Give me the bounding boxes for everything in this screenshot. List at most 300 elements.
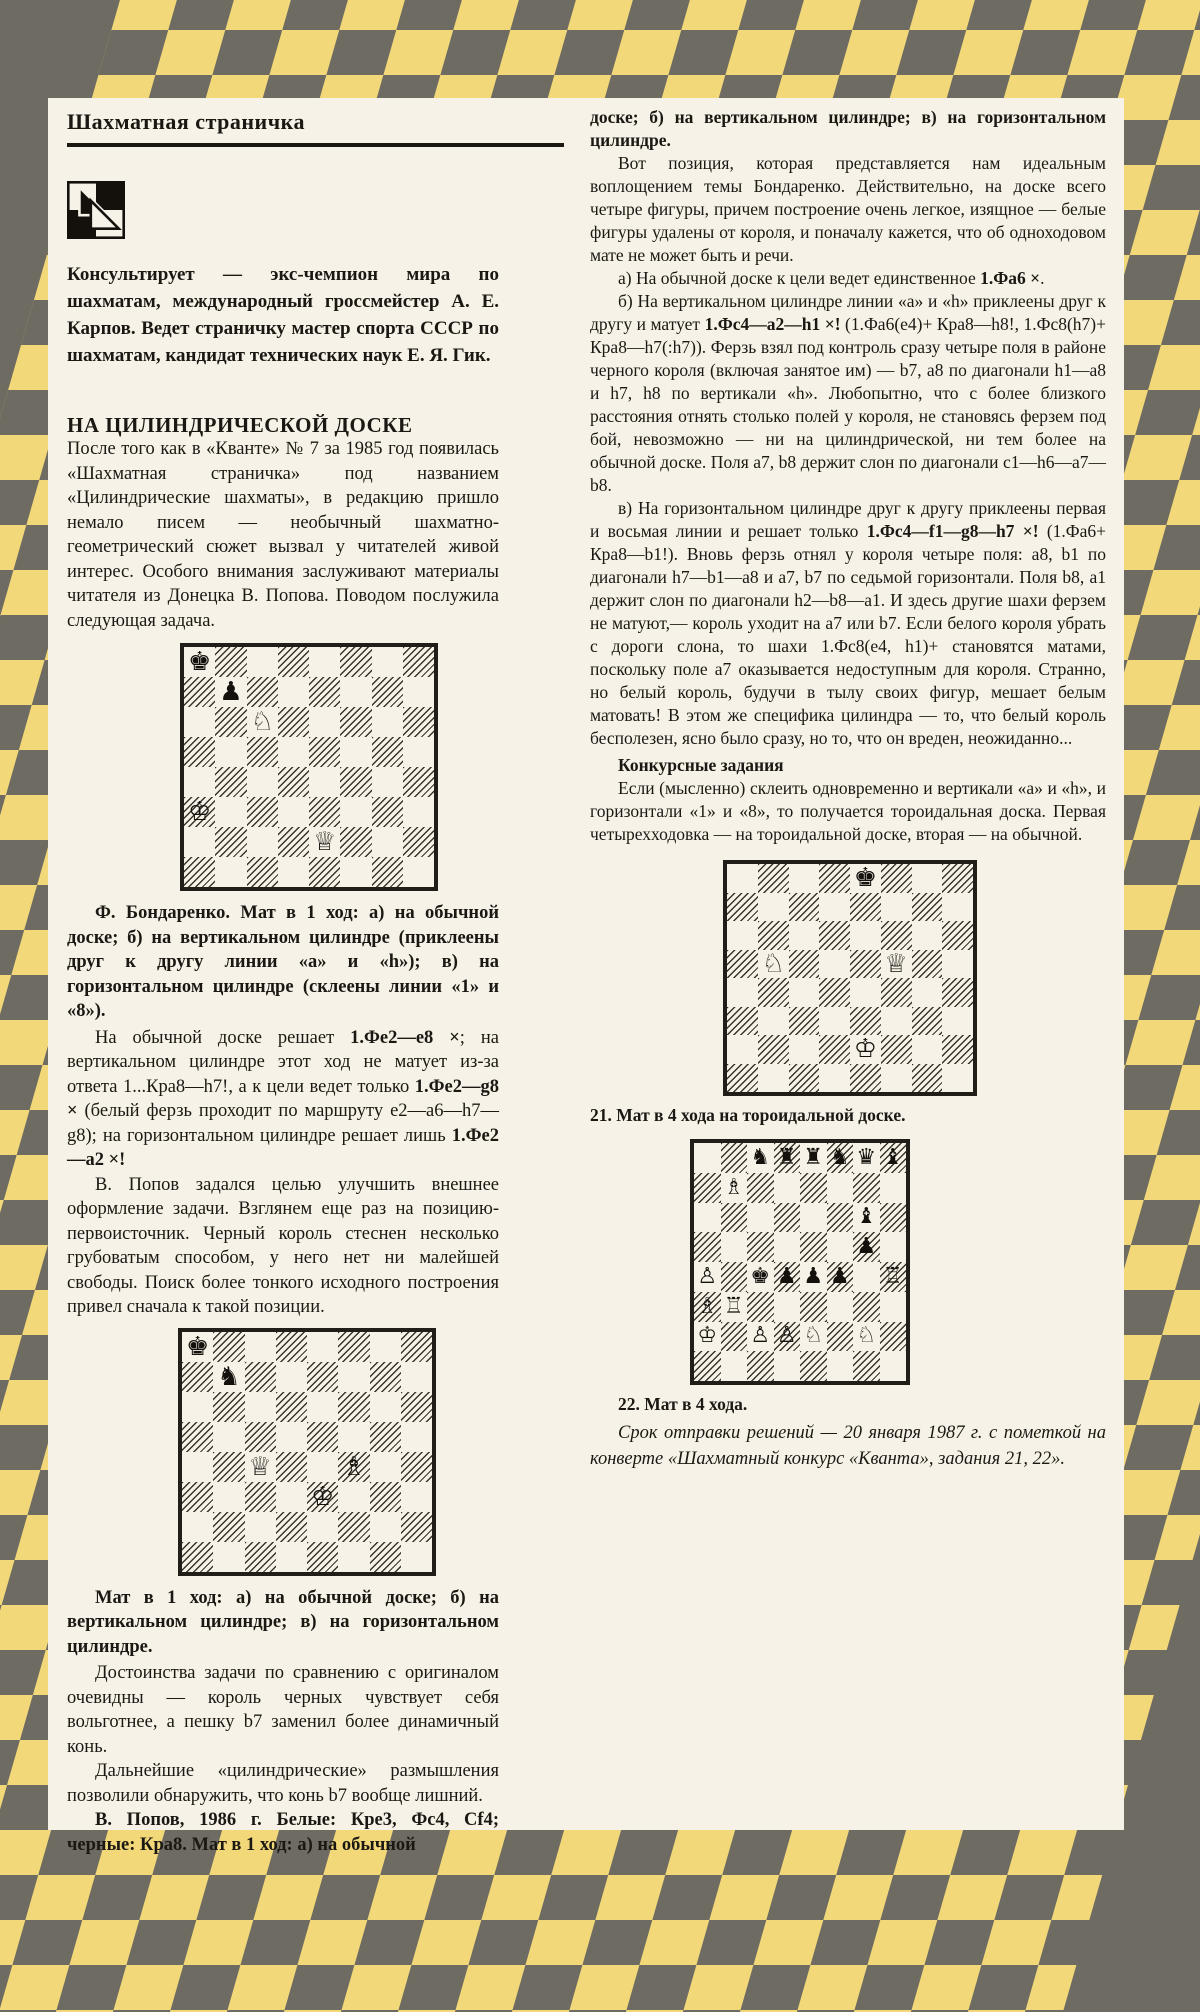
square-a3: [694, 1292, 721, 1322]
piece-wK-a2: ♔: [697, 1323, 718, 1349]
square-c4: [245, 1452, 276, 1482]
square-g7: [370, 1362, 401, 1392]
square-g4: [370, 1452, 401, 1482]
piece-bK-c4: ♚: [750, 1263, 771, 1289]
square-h6: [942, 921, 973, 950]
piece-bP-f4: ♟: [829, 1263, 850, 1289]
square-b3: [215, 797, 246, 827]
square-a5: [727, 950, 758, 979]
square-c6: [789, 921, 820, 950]
square-h2: [942, 1035, 973, 1064]
piece-bP-e4: ♟: [803, 1263, 824, 1289]
square-e3: [850, 1007, 881, 1036]
square-c2: [245, 1512, 276, 1542]
piece-bB-h8: ♝: [882, 1144, 903, 1170]
square-c8: [789, 864, 820, 893]
piece-wQ-c4: ♕: [248, 1451, 272, 1482]
square-f1: [340, 857, 371, 887]
square-b2: [758, 1035, 789, 1064]
magazine-page: [48, 98, 1124, 1855]
square-c7: [789, 893, 820, 922]
square-g5: [912, 950, 943, 979]
square-f8: [340, 647, 371, 677]
piece-bN-f8: ♞: [829, 1144, 850, 1170]
square-c5: [789, 950, 820, 979]
square-b1: [758, 1064, 789, 1093]
square-c6: [747, 1203, 774, 1233]
square-e2: [800, 1322, 827, 1352]
square-f5: [881, 950, 912, 979]
square-d1: [774, 1351, 801, 1381]
square-b2: [213, 1512, 244, 1542]
square-a6: [727, 921, 758, 950]
square-b8: [213, 1332, 244, 1362]
square-h3: [403, 797, 434, 827]
square-b8: [758, 864, 789, 893]
square-g2: [372, 827, 403, 857]
chess-diagram-problem-21: [723, 860, 977, 1096]
square-e6: [800, 1203, 827, 1233]
square-h5: [401, 1422, 432, 1452]
piece-bP-d4: ♟: [776, 1263, 797, 1289]
square-f4: [338, 1452, 369, 1482]
square-h6: [403, 707, 434, 737]
square-d5: [774, 1232, 801, 1262]
square-f4: [881, 978, 912, 1007]
square-f2: [338, 1512, 369, 1542]
paragraph-popov-goal: В. Попов задался целью улучшить внешнее оформление задачи. Взглянем еще раз на позицию-первоисточник. Черный король стеснен несколько грубоватым способом, у него нет ни малейшей свободы. Поиск более тонкого исходного построения привел сначала к такой позиции.: [67, 1174, 499, 1317]
square-f6: [881, 921, 912, 950]
square-f7: [827, 1173, 854, 1203]
square-b4: [215, 767, 246, 797]
square-d2: [276, 1512, 307, 1542]
paragraph-solution-original: На обычной доске решает 1.Фе2—е8 ×; на вертикальном цилиндре этот ход не матует из-за ответа 1...Кра8—h7!, а к цели ведет только 1.Фе2—g8 × (белый ферзь проходит по маршруту е2—а6—h7—g8); на горизонтальном цилиндре решает лишь 1.Фе2—а2 ×!: [67, 1027, 499, 1170]
square-b5: [758, 950, 789, 979]
square-b4: [721, 1262, 748, 1292]
square-g2: [370, 1512, 401, 1542]
square-a3: [184, 797, 215, 827]
square-e1: [800, 1351, 827, 1381]
square-g3: [370, 1482, 401, 1512]
square-b7: [721, 1173, 748, 1203]
square-b8: [215, 647, 246, 677]
submission-deadline-note: Срок отправки решений — 20 января 1987 г. с пометкой на конверте «Шахматный конкурс «Кванта», задания 21, 22».: [590, 1423, 1106, 1469]
square-e6: [307, 1392, 338, 1422]
square-f8: [881, 864, 912, 893]
square-a8: [184, 647, 215, 677]
square-d7: [819, 893, 850, 922]
piece-wP-c2: ♙: [750, 1323, 771, 1349]
square-c1: [247, 857, 278, 887]
square-g8: [912, 864, 943, 893]
diagram1-caption: Ф. Бондаренко. Мат в 1 ход: а) на обычной доске; б) на вертикальном цилиндре (приклеены друг к другу линии «а» и «h»); в) на горизонтальном цилиндре (склеены линии «1» и «8»).: [67, 903, 499, 1021]
square-e5: [309, 737, 340, 767]
consultant-credit: Консультирует — экс-чемпион мира по шахматам, международный гроссмейстер А. Е. Карпов. Ведет страничку мастер спорта СССР по шахматам, кандидат технических наук Е. Я. Гик.: [67, 263, 499, 366]
square-a8: [727, 864, 758, 893]
square-f8: [338, 1332, 369, 1362]
square-e1: [307, 1542, 338, 1572]
square-a6: [182, 1392, 213, 1422]
square-b1: [721, 1351, 748, 1381]
square-g8: [370, 1332, 401, 1362]
square-e2: [850, 1035, 881, 1064]
square-c8: [247, 647, 278, 677]
square-f7: [881, 893, 912, 922]
square-e4: [309, 767, 340, 797]
square-c1: [789, 1064, 820, 1093]
square-b5: [215, 737, 246, 767]
square-d2: [819, 1035, 850, 1064]
piece-wK-a3: ♔: [187, 797, 212, 827]
square-e8: [307, 1332, 338, 1362]
square-h7: [403, 677, 434, 707]
square-d6: [278, 707, 309, 737]
square-d5: [819, 950, 850, 979]
square-f5: [338, 1422, 369, 1452]
square-c6: [245, 1392, 276, 1422]
piece-bR-d8: ♜: [776, 1144, 797, 1170]
square-e8: [800, 1143, 827, 1173]
paragraph-intro: После того как в «Кванте» № 7 за 1985 год появилась «Шахматная страничка» под названием «Цилиндрические шахматы», в редакцию пришло немало писем — необычный шахматно-геометрический сюжет вызвал у читателей живой интерес. Особого внимания заслуживают материалы читателя из Донецка В. Попова. Поводом послужила следующая задача.: [67, 439, 499, 631]
square-e5: [307, 1422, 338, 1452]
left-column: [67, 106, 499, 1857]
contest-subheading: Конкурсные задания: [618, 755, 784, 775]
square-d7: [278, 677, 309, 707]
square-b7: [758, 893, 789, 922]
square-c4: [789, 978, 820, 1007]
square-h4: [942, 978, 973, 1007]
square-b3: [721, 1292, 748, 1322]
square-c2: [789, 1035, 820, 1064]
square-d1: [819, 1064, 850, 1093]
square-a7: [727, 893, 758, 922]
square-f1: [338, 1542, 369, 1572]
square-c5: [247, 737, 278, 767]
square-a3: [727, 1007, 758, 1036]
square-g1: [853, 1351, 880, 1381]
square-c7: [247, 677, 278, 707]
square-c3: [789, 1007, 820, 1036]
square-b1: [215, 857, 246, 887]
piece-wN-g2: ♘: [856, 1323, 877, 1349]
square-d6: [774, 1203, 801, 1233]
square-g5: [372, 737, 403, 767]
square-h6: [880, 1203, 907, 1233]
piece-bN-b7: ♞: [217, 1361, 241, 1392]
square-a2: [184, 827, 215, 857]
square-c8: [747, 1143, 774, 1173]
chess-flags-logo-icon: [67, 181, 125, 239]
square-g3: [853, 1292, 880, 1322]
square-e8: [850, 864, 881, 893]
square-b1: [213, 1542, 244, 1572]
square-e7: [309, 677, 340, 707]
square-a5: [184, 737, 215, 767]
piece-bP-g5: ♟: [856, 1234, 877, 1260]
square-d3: [276, 1482, 307, 1512]
square-c2: [247, 827, 278, 857]
square-d2: [774, 1322, 801, 1352]
square-e1: [850, 1064, 881, 1093]
square-f2: [881, 1035, 912, 1064]
square-g2: [853, 1322, 880, 1352]
square-f4: [827, 1262, 854, 1292]
square-c5: [245, 1422, 276, 1452]
square-b3: [758, 1007, 789, 1036]
square-b5: [213, 1422, 244, 1452]
square-b6: [215, 707, 246, 737]
square-a8: [694, 1143, 721, 1173]
piece-bK-e8: ♚: [853, 864, 878, 893]
square-d4: [774, 1262, 801, 1292]
square-d5: [276, 1422, 307, 1452]
section-title: НА ЦИЛИНДРИЧЕСКОЙ ДОСКЕ: [67, 412, 413, 437]
square-d2: [278, 827, 309, 857]
square-g8: [853, 1143, 880, 1173]
square-c6: [247, 707, 278, 737]
square-d6: [276, 1392, 307, 1422]
square-h2: [401, 1512, 432, 1542]
square-f8: [827, 1143, 854, 1173]
square-h3: [880, 1292, 907, 1322]
square-b8: [721, 1143, 748, 1173]
piece-bQ-g8: ♛: [856, 1144, 877, 1170]
square-f7: [340, 677, 371, 707]
square-a7: [694, 1173, 721, 1203]
square-g5: [853, 1232, 880, 1262]
square-e5: [800, 1232, 827, 1262]
piece-bR-e8: ♜: [803, 1144, 824, 1170]
page-title: Шахматная страничка: [67, 109, 305, 134]
square-c3: [747, 1292, 774, 1322]
square-a2: [182, 1512, 213, 1542]
square-f5: [340, 737, 371, 767]
piece-wB-b7: ♗: [723, 1174, 744, 1200]
square-e1: [309, 857, 340, 887]
square-f3: [338, 1482, 369, 1512]
square-f7: [338, 1362, 369, 1392]
square-f5: [827, 1232, 854, 1262]
square-b6: [758, 921, 789, 950]
piece-wN-b5: ♘: [761, 949, 785, 978]
piece-wK-e3: ♔: [310, 1481, 335, 1512]
caption-problem-21: 21. Мат в 4 хода на тороидальной доске.: [590, 1105, 906, 1125]
square-f2: [340, 827, 371, 857]
square-h7: [942, 893, 973, 922]
square-d3: [278, 797, 309, 827]
square-e7: [307, 1362, 338, 1392]
square-a8: [182, 1332, 213, 1362]
square-b4: [213, 1452, 244, 1482]
square-h2: [880, 1322, 907, 1352]
paragraph-contest-intro: Если (мысленно) склеить одновременно и вертикали «а» и «h», и горизонтали «1» и «8», то получается тороидальная доска. Первая четырехходовка — на тороидальной доске, вторая — на обычной.: [590, 778, 1106, 844]
square-a4: [184, 767, 215, 797]
square-c8: [245, 1332, 276, 1362]
square-e7: [800, 1173, 827, 1203]
square-g4: [912, 978, 943, 1007]
square-h8: [401, 1332, 432, 1362]
square-g1: [370, 1542, 401, 1572]
square-g7: [912, 893, 943, 922]
square-f1: [827, 1351, 854, 1381]
square-e8: [309, 647, 340, 677]
square-a6: [184, 707, 215, 737]
square-g5: [370, 1422, 401, 1452]
square-e3: [800, 1292, 827, 1322]
square-h2: [403, 827, 434, 857]
right-column: [590, 106, 1106, 1472]
square-b7: [213, 1362, 244, 1392]
square-g1: [912, 1064, 943, 1093]
square-b2: [215, 827, 246, 857]
square-b4: [758, 978, 789, 1007]
square-f4: [340, 767, 371, 797]
square-h6: [401, 1392, 432, 1422]
square-d4: [276, 1452, 307, 1482]
square-d3: [819, 1007, 850, 1036]
square-h4: [403, 767, 434, 797]
paragraph-case-v: в) На горизонтальном цилиндре друг к другу приклеены первая и восьмая линии и решает только 1.Фс4—f1—g8—h7 ×! (1.Фа6+ Кра8—b1!). Вновь ферзь отнял у короля четыре поля: а8, b1 по диагонали h7—b1—а8 и а7, b7 по седьмой горизонтали. Поля b8, а1 держит слон по диагонали h2—b8—а1. И здесь другие шахи ферзем не матуют,— король уходит на а7 или b7. Если белого короля убрать с дороги слона, то шахи 1.Фс8(е4, h1)+ становятся матами, поскольку поле а7 оказывается недоступным для короля. Странно, но белый король, будучи в тылу своих фигур, мешает белым матовать! В этом же специфика цилиндра — то, что белый король бесполезен, ясно было сразу, но то, что он вреден, неожиданно...: [590, 498, 1106, 748]
square-d6: [819, 921, 850, 950]
paragraph-ideal-position: Вот позиция, которая представляется нам идеальным воплощением темы Бондаренко. Действительно, на доске всего четыре фигуры, причем построение очень легкое, изящное — белые фигуры удалены от короля, и поначалу кажется, что об одноходовом мате не может быть и речи.: [590, 153, 1106, 265]
square-d7: [774, 1173, 801, 1203]
square-c4: [747, 1262, 774, 1292]
piece-wK-e2: ♔: [853, 1035, 878, 1064]
square-a5: [694, 1232, 721, 1262]
square-h8: [880, 1143, 907, 1173]
paragraph-case-b: б) На вертикальном цилиндре линии «а» и «h» приклеены друг к другу и матует 1.Фс4—а2—h1 ×! (1.Фа6(е4)+ Кра8—h8!, 1.Фс8(h7)+ Кра8—h7(:h7)). Ферзь взял под контроль сразу четыре поля в районе черного короля (включая занятое им) — b7, а8 по диагонали h1—а8 и h7, h8 по вертикали «h». Любопытно, что с более близкого расстояния отнять столько полей у короля, не становясь ферзем под бой, невозможно — ни на цилиндрической, ни тем более на обычной доске. Поля а7, b8 держит слон по диагонали с1—h6—а7—b8.: [590, 291, 1106, 495]
square-h7: [880, 1173, 907, 1203]
square-b6: [721, 1203, 748, 1233]
square-g7: [372, 677, 403, 707]
square-e5: [850, 950, 881, 979]
square-d4: [819, 978, 850, 1007]
chess-diagram-bondarenko: [180, 643, 438, 891]
square-h5: [880, 1232, 907, 1262]
paragraph-merits: Достоинства задачи по сравнению с оригиналом очевидны — король черных чувствует себя вольготнее, а пешку b7 заменил более динамичный конь.: [67, 1663, 499, 1757]
square-h8: [942, 864, 973, 893]
square-h1: [942, 1064, 973, 1093]
square-a7: [182, 1362, 213, 1392]
square-g6: [370, 1392, 401, 1422]
square-h3: [401, 1482, 432, 1512]
square-d1: [276, 1542, 307, 1572]
square-e7: [850, 893, 881, 922]
square-c2: [747, 1322, 774, 1352]
square-h4: [880, 1262, 907, 1292]
square-e3: [309, 797, 340, 827]
square-g6: [372, 707, 403, 737]
piece-wP-d2: ♙: [776, 1323, 797, 1349]
square-f6: [340, 707, 371, 737]
square-f3: [881, 1007, 912, 1036]
square-e4: [307, 1452, 338, 1482]
piece-wQ-e2: ♕: [312, 827, 337, 857]
square-a1: [727, 1064, 758, 1093]
square-f6: [338, 1392, 369, 1422]
paragraph-case-a: а) На обычной доске к цели ведет единственное 1.Фа6 ×.: [618, 268, 1045, 288]
piece-wB-a3: ♗: [697, 1293, 718, 1319]
square-b6: [213, 1392, 244, 1422]
square-b7: [215, 677, 246, 707]
square-h8: [403, 647, 434, 677]
square-a5: [182, 1422, 213, 1452]
square-a4: [182, 1452, 213, 1482]
square-a7: [184, 677, 215, 707]
square-g4: [853, 1262, 880, 1292]
square-f1: [881, 1064, 912, 1093]
square-g6: [853, 1203, 880, 1233]
square-e2: [307, 1512, 338, 1542]
piece-wN-c6: ♘: [250, 707, 274, 737]
paragraph-knight-superfluous: Дальнейшие «цилиндрические» размышления позволили обнаружить, что конь b7 вообще лишний.: [67, 1761, 499, 1806]
square-h5: [942, 950, 973, 979]
square-c4: [247, 767, 278, 797]
square-e3: [307, 1482, 338, 1512]
square-h4: [401, 1452, 432, 1482]
square-a4: [727, 978, 758, 1007]
square-c1: [747, 1351, 774, 1381]
square-a2: [727, 1035, 758, 1064]
square-e2: [309, 827, 340, 857]
square-g8: [372, 647, 403, 677]
piece-bK-a8: ♚: [187, 647, 212, 677]
square-f6: [827, 1203, 854, 1233]
square-b5: [721, 1232, 748, 1262]
piece-bP-b7: ♟: [219, 677, 243, 707]
square-d8: [276, 1332, 307, 1362]
square-b3: [213, 1482, 244, 1512]
square-a1: [184, 857, 215, 887]
square-d8: [819, 864, 850, 893]
square-g1: [372, 857, 403, 887]
square-g7: [853, 1173, 880, 1203]
square-d3: [774, 1292, 801, 1322]
square-d1: [278, 857, 309, 887]
chess-diagram-problem-22: [690, 1139, 910, 1385]
piece-bB-g6: ♝: [856, 1204, 877, 1230]
square-h5: [403, 737, 434, 767]
square-g2: [912, 1035, 943, 1064]
piece-wQ-f5: ♕: [884, 949, 908, 978]
square-a6: [694, 1203, 721, 1233]
piece-wP-a4: ♙: [697, 1263, 718, 1289]
square-d5: [278, 737, 309, 767]
square-h1: [880, 1351, 907, 1381]
square-g4: [372, 767, 403, 797]
square-d7: [276, 1362, 307, 1392]
paragraph-final-position: В. Попов, 1986 г. Белые: Кре3, Фс4, Cf4; черные: Кра8. Мат в 1 ход: а) на обычной: [67, 1810, 499, 1855]
square-h1: [401, 1542, 432, 1572]
square-c7: [245, 1362, 276, 1392]
square-f3: [827, 1292, 854, 1322]
square-a4: [694, 1262, 721, 1292]
square-e4: [850, 978, 881, 1007]
square-e6: [309, 707, 340, 737]
piece-bN-c8: ♞: [750, 1144, 771, 1170]
square-h7: [401, 1362, 432, 1392]
square-c1: [245, 1542, 276, 1572]
square-a1: [694, 1351, 721, 1381]
square-d4: [278, 767, 309, 797]
square-h1: [403, 857, 434, 887]
square-d8: [774, 1143, 801, 1173]
square-c3: [245, 1482, 276, 1512]
square-c7: [747, 1173, 774, 1203]
square-a3: [182, 1482, 213, 1512]
caption-problem-22: 22. Мат в 4 хода.: [618, 1394, 748, 1414]
title-rule: [67, 143, 564, 147]
